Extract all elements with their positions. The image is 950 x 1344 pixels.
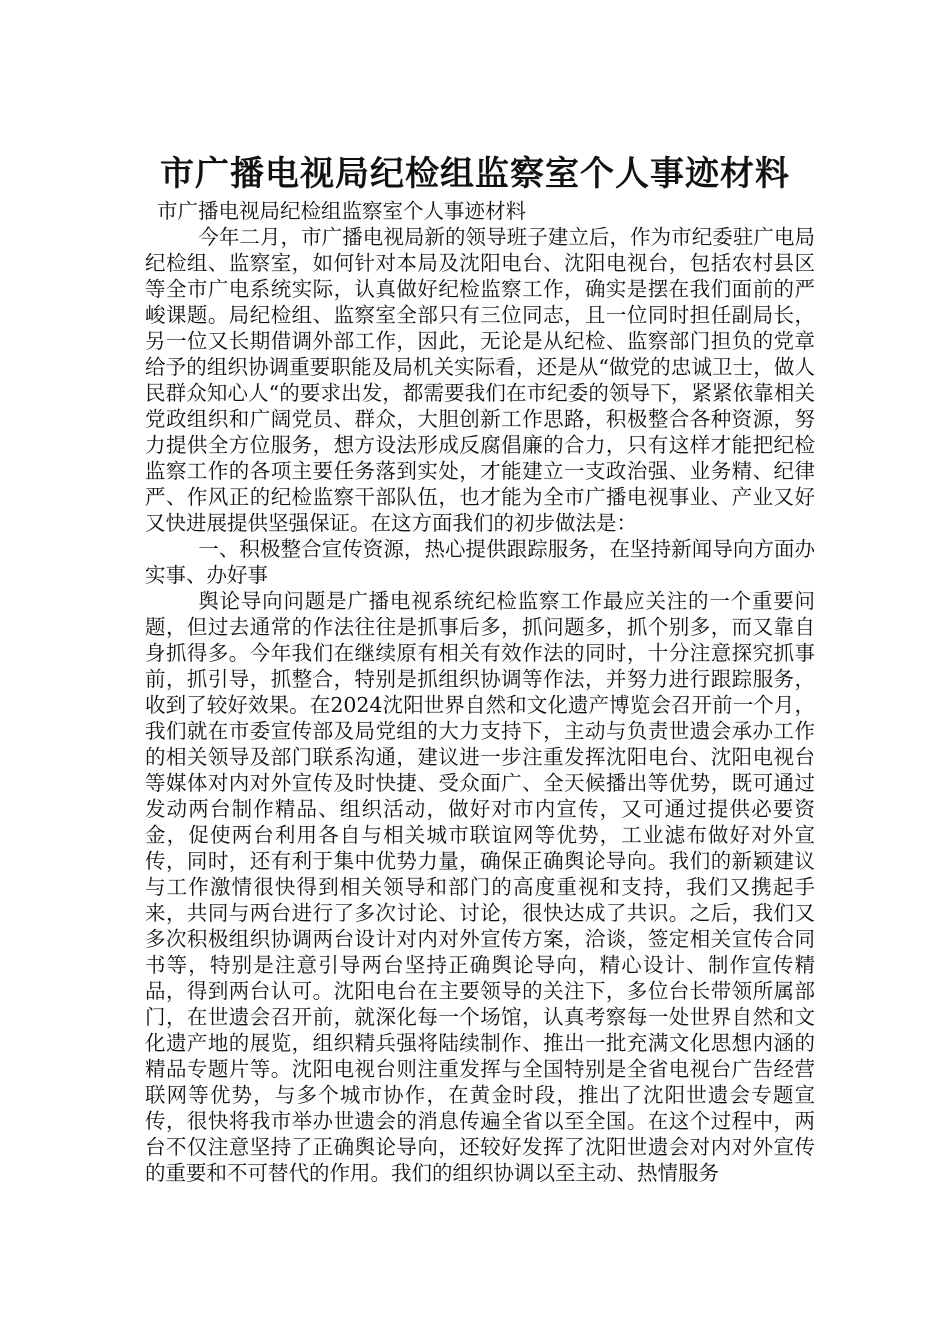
paragraph-intro: 今年二月，市广播电视局新的领导班子建立后，作为市纪委驻广电局纪检组、监察室，如何针对本局及沈阳电台、沈阳电视台，包括农村县区等全市广电系统实际，认真做好纪检监察工作，确实是摆在我们面前的严峻课题。局纪检组、监察室全部只有三位同志，且一位同时担任副局长，另一位又长期借调外部工作，因此，无论是从纪检、监察部门担负的党章给予的组织协调重要职能及局机关实际看，还是从“做党的忠诚卫士，做人民群众知心人“的要求出发，都需要我们在市纪委的领导下，紧紧依靠相关党政组织和广阔党员、群众，大胆创新工作思路，积极整合各种资源，努力提供全方位服务，想方设法形成反腐倡廉的合力，只有这样才能把纪检监察工作的各项主要任务落到实处，才能建立一支政治强、业务精、纪律严、作风正的纪检监察干部队伍，也才能为全市广播电视事业、产业又好又快进展提供坚强保证。在这方面我们的初步做法是： <box>145 225 815 535</box>
paragraph-section-1: 舆论导向问题是广播电视系统纪检监察工作最应关注的一个重要问题，但过去通常的作法往往是抓事后多，抓问题多，抓个别多，而又靠自身抓得多。今年我们在继续原有相关有效作法的同时，十分注意探究抓事前，抓引导，抓整合，特别是抓组织协调等作法，并努力进行跟踪服务，收到了较好效果。在2024沈阳世界自然和文化遗产博览会召开前一个月，我们就在市委宣传部及局党组的大力支持下，主动与负责世遗会承办工作的相关领导及部门联系沟通，建议进一步注重发挥沈阳电台、沈阳电视台等媒体对内对外宣传及时快捷、受众面广、全天候播出等优势，既可通过发动两台制作精品、组织活动，做好对市内宣传，又可通过提供必要资金，促使两台利用各自与相关城市联谊网等优势，工业滤布做好对外宣传，同时，还有利于集中优势力量，确保正确舆论导向。我们的新颖建议与工作激情很快得到相关领导和部门的高度重视和支持，我们又携起手来，共同与两台进行了多次讨论、讨论，很快达成了共识。之后，我们又多次积极组织协调两台设计对内对外宣传方案，洽谈，签定相关宣传合同书等，特别是注意引导两台坚持正确舆论导向，精心设计、制作宣传精品，得到两台认可。沈阳电台在主要领导的关注下，多位台长带领所属部门，在世遗会召开前，就深化每一个场馆，认真考察每一处世界自然和文化遗产地的展览，组织精兵强将陆续制作、推出一批充满文化思想内涵的精品专题片等。沈阳电视台则注重发挥与全国特别是全省电视台广告经营联网等优势，与多个城市协作，在黄金时段，推出了沈阳世遗会专题宣传，很快将我市举办世遗会的消息传遍全省以至全国。在这个过程中，两台不仅注意坚持了正确舆论导向，还较好发挥了沈阳世遗会对内对外宣传的重要和不可替代的作用。我们的组织协调以至主动、热情服务 <box>145 589 815 1185</box>
document-title: 市广播电视局纪检组监察室个人事迹材料 <box>160 153 790 194</box>
section-heading-1: 一、积极整合宣传资源，热心提供跟踪服务，在坚持新闻导向方面办实事、办好事 <box>145 537 815 587</box>
document-subtitle: 市广播电视局纪检组监察室个人事迹材料 <box>157 199 526 223</box>
document-body <box>145 198 815 1186</box>
